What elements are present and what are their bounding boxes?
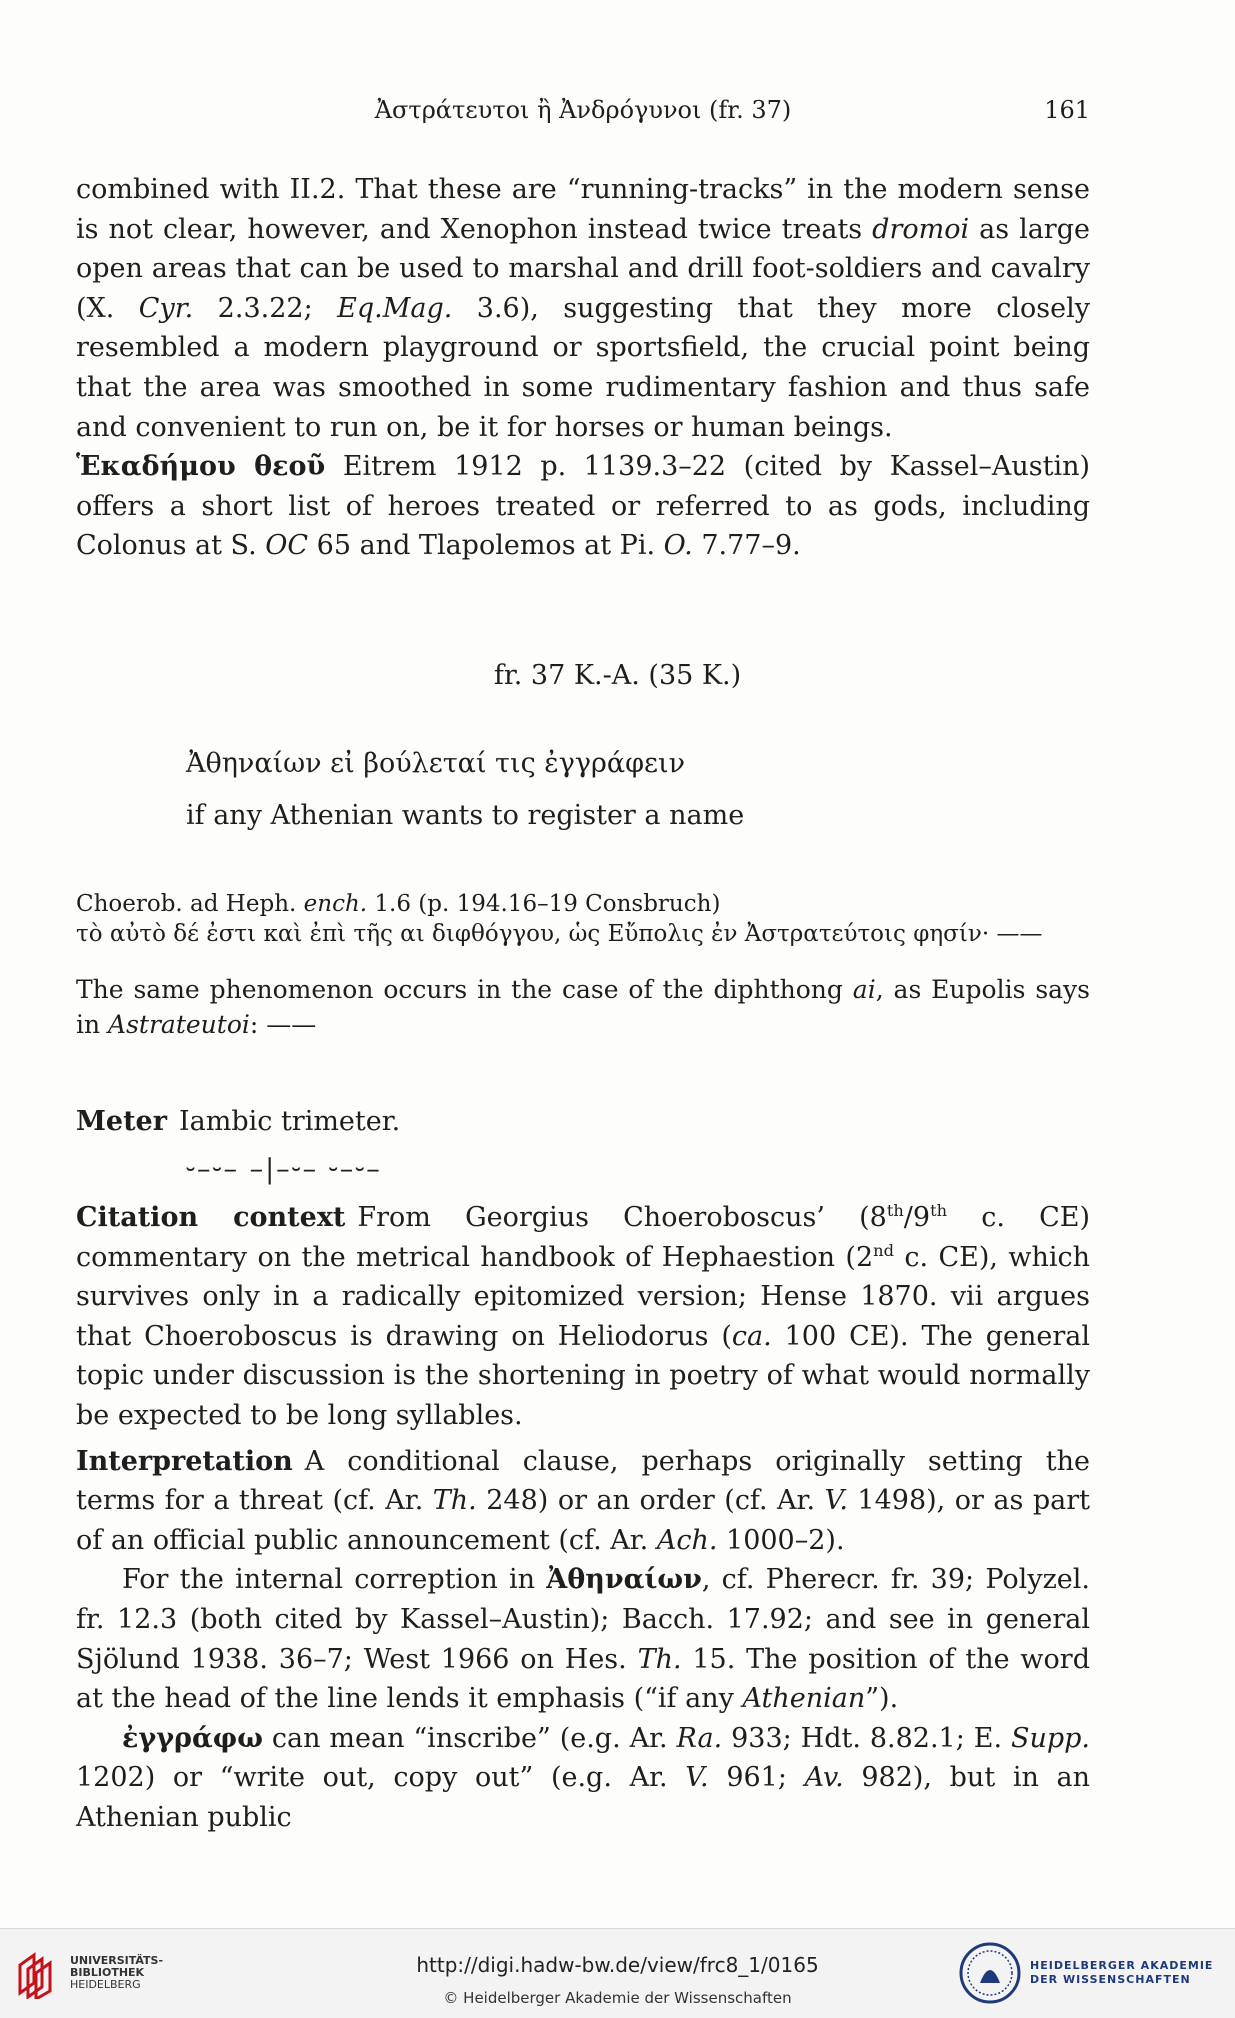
meter-label: Meter xyxy=(76,1106,167,1137)
text-run: 100 CE). The general topic under discussion is the shortening in poetry of what would normally be expected to be long syllables. xyxy=(76,1320,1090,1431)
italic-run: ca. xyxy=(731,1320,772,1352)
source-translation xyxy=(76,972,1090,1042)
text-run: 982), but in an Athenian public xyxy=(76,1762,1091,1833)
citation-context xyxy=(76,1198,1090,1436)
text-run: , cf. Pherecr. fr. 39; Polyzel. fr. 12.3 (both cited by Kassel–Austin); Bacch. 17.92; and see in general Sjölund 1938. 36–7; West 1966 on Hes. xyxy=(76,1564,1090,1675)
source-greek: τὸ αὐτὸ δέ ἐστι καὶ ἐπὶ τῆς αι διφθόγγου, ὡς Εὔπολις ἐν Ἀστρατεύτοις φησίν· —— xyxy=(76,921,1043,947)
text-run: Choerob. ad Heph. xyxy=(76,891,304,917)
italic-run: Eq.Mag. xyxy=(337,292,453,324)
text-run: A conditional clause, perhaps originally setting the terms for a threat (cf. Ar. xyxy=(76,1445,1090,1517)
text-run: 2.3.22; xyxy=(193,292,338,324)
text-run: ”). xyxy=(865,1683,899,1715)
greek-term: Ἀθηναίων xyxy=(546,1564,702,1596)
italic-run: ench. xyxy=(303,891,368,917)
paragraph-eggrapho xyxy=(76,1719,1090,1838)
italic-run: dromoi xyxy=(872,213,970,245)
text-run: 1498), or as part of an official public announcement (cf. Ar. xyxy=(76,1485,1090,1556)
running-title: Ἀστράτευτοι ἢ Ἀνδρόγυνοι (fr. 37) xyxy=(374,96,792,124)
academy-line: HEIDELBERGER AKADEMIE xyxy=(1030,1959,1214,1972)
text-run: c. CE), which survives only in a radically epitomized version; Hense 1870. vii argues that Choeroboscus is drawing on Heliodorus ( xyxy=(76,1241,1090,1352)
italic-run: O. xyxy=(663,530,693,562)
source-citation xyxy=(76,889,1090,949)
text-run: 248) or an order (cf. Ar. xyxy=(476,1485,825,1517)
ub-line: HEIDELBERG xyxy=(70,1978,141,1991)
fragment-greek-line: Ἀθηναίων εἰ βούλεταί τις ἐγγράφειν xyxy=(186,748,686,779)
italic-run: Supp. xyxy=(1010,1722,1090,1754)
running-header xyxy=(76,96,1090,132)
italic-run: OC xyxy=(265,530,309,562)
italic-run: ai xyxy=(852,975,876,1004)
italic-run: Th. xyxy=(432,1485,477,1517)
text-run: as large open areas that can be used to marshal and drill foot-soldiers and cavalry (X. xyxy=(76,213,1090,324)
text-run: 1202) or “write out, copy out” (e.g. Ar. xyxy=(76,1762,686,1794)
italic-run: V. xyxy=(824,1485,848,1517)
fragment-translation: if any Athenian wants to register a name xyxy=(186,800,745,831)
text-run: 933; Hdt. 8.82.1; E. xyxy=(722,1722,1011,1754)
italic-run: Cyr. xyxy=(138,292,194,324)
italic-run: Ach. xyxy=(656,1524,718,1556)
italic-run: Astrateutoi xyxy=(108,1010,250,1039)
italic-run: Th. xyxy=(637,1643,682,1675)
academy-name xyxy=(1030,1959,1213,1987)
superscript: nd xyxy=(873,1240,894,1260)
ub-line: UNIVERSITÄTS- xyxy=(70,1954,164,1967)
citation-label: Citation context xyxy=(76,1202,346,1233)
academy-seal-icon xyxy=(958,1941,1022,2005)
page-number: 161 xyxy=(1044,96,1090,124)
italic-run: V. xyxy=(685,1762,709,1794)
copyright-notice: © Heidelberger Akademie der Wissenschaften xyxy=(443,1989,792,2007)
text-run: 3.6), suggesting that they more closely resembled a modern playground or sportsfield, the crucial point being that the area was smoothed in some rudimentary fashion and thus safe and convenient to run on, be it for horses or human beings. xyxy=(76,292,1091,443)
italic-run: Av. xyxy=(804,1762,844,1794)
paragraph-dromoi xyxy=(76,170,1090,566)
text-run: 961; xyxy=(708,1762,805,1794)
italic-run: Ra. xyxy=(676,1722,723,1754)
viewer-footer xyxy=(0,1928,1235,2018)
meter-section xyxy=(76,1102,1090,1142)
greek-lemma: ἐγγράφω xyxy=(122,1722,263,1754)
text-run: Eitrem 1912 p. 1139.3–22 (cited by Kassel–Austin) offers a short list of heroes treated or referred to as gods, including Colonus at S. xyxy=(76,451,1090,562)
text-run: combined with II.2. That these are “running-tracks” in the modern sense is not clear, however, and Xenophon instead twice treats xyxy=(76,174,1090,245)
text-run: c. CE) commentary on the metrical handbook of Hephaestion (2 xyxy=(76,1202,1090,1273)
commentary xyxy=(76,1198,1090,1838)
ub-line: BIBLIOTHEK xyxy=(70,1966,145,1979)
text-run: 1000–2). xyxy=(717,1524,845,1556)
text-run: For the internal correption in xyxy=(122,1564,547,1596)
text-run: 15. The position of the word at the head of the line lends it emphasis (“if any xyxy=(76,1643,1090,1715)
text-run: From Georgius Choeroboscus’ (8 xyxy=(357,1202,887,1233)
paragraph-hekademos xyxy=(76,447,1090,566)
paragraph-correption xyxy=(76,1560,1090,1718)
superscript: th xyxy=(886,1201,904,1220)
meter-scheme: ⏑–⏑– –|–⏑– ⏑–⏑– xyxy=(186,1154,382,1185)
text-run: The same phenomenon occurs in the case of the diphthong xyxy=(76,975,853,1004)
italic-run: Athenian xyxy=(742,1683,866,1715)
superscript: th xyxy=(930,1201,947,1220)
text-run: , as Eupolis says in xyxy=(76,975,1091,1039)
permalink[interactable]: http://digi.hadw-bw.de/view/frc8_1/0165 xyxy=(416,1953,819,1977)
text-run: can mean “inscribe” (e.g. Ar. xyxy=(262,1722,677,1754)
text-run: 7.77–9. xyxy=(692,530,801,562)
lemma: Ἑκαδήμου θεοῦ xyxy=(76,451,326,483)
text-run: : —— xyxy=(249,1010,317,1039)
text-run: 1.6 (p. 194.16–19 Consbruch) xyxy=(367,891,721,917)
academy-line: DER WISSENSCHAFTEN xyxy=(1030,1973,1191,1986)
text-run: /9 xyxy=(903,1202,931,1233)
interpretation-label: Interpretation xyxy=(76,1445,293,1477)
meter-text: Iambic trimeter. xyxy=(178,1106,401,1137)
text-run: 65 and Tlapolemos at Pi. xyxy=(308,530,664,562)
fragment-heading: fr. 37 K.-A. (35 K.) xyxy=(493,660,742,691)
interpretation xyxy=(76,1442,1090,1561)
